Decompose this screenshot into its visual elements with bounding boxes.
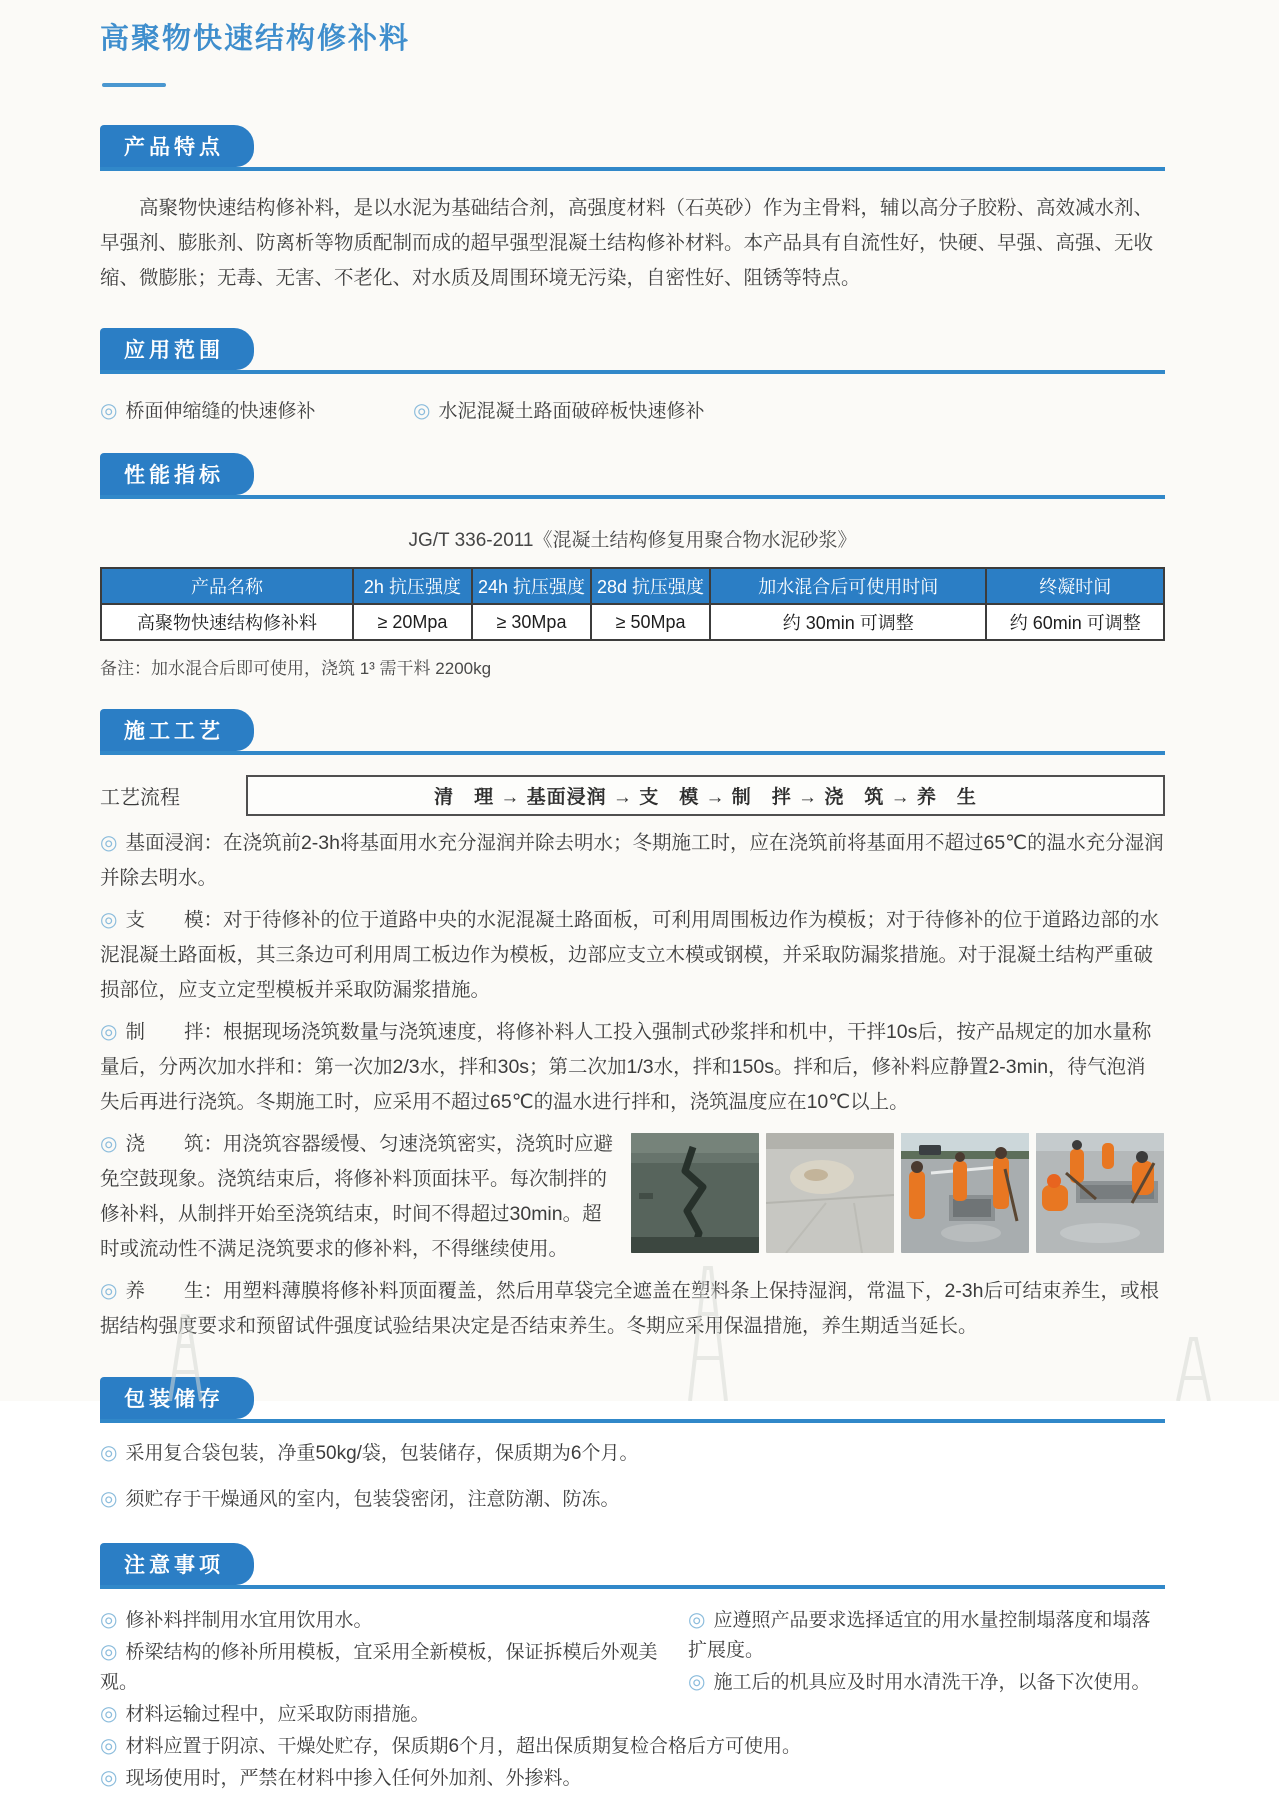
watermark-bridge-icon bbox=[1160, 1336, 1230, 1401]
page-title: 高聚物快速结构修补料 bbox=[100, 23, 411, 55]
note-text: 材料运输过程中，应采取防雨措施。 bbox=[125, 1704, 430, 1725]
column-header: 2h 抗压强度 bbox=[353, 568, 472, 604]
bullet-icon: ◎ bbox=[100, 1442, 118, 1464]
table-cell: 约 60min 可调整 bbox=[986, 604, 1164, 640]
section-tab-notes: 注意事项 bbox=[100, 1543, 254, 1585]
note-text: 桥梁结构的修补所用模板，宜采用全新模板，保证拆模后外观美观。 bbox=[100, 1642, 658, 1693]
title-accent-line bbox=[102, 83, 166, 87]
photo-workers-placing-repair-material bbox=[1036, 1133, 1164, 1253]
table-cell: ≥ 30Mpa bbox=[472, 604, 591, 640]
table-cell: ≥ 20Mpa bbox=[353, 604, 472, 640]
bullet-icon: ◎ bbox=[100, 909, 118, 931]
note-item bbox=[688, 1605, 1165, 1666]
bullet-icon: ◎ bbox=[100, 1641, 118, 1663]
note-item bbox=[100, 1637, 688, 1698]
column-header: 24h 抗压强度 bbox=[472, 568, 591, 604]
packaging-item-text: 采用复合袋包装，净重50kg/袋，包装储存，保质期为6个月。 bbox=[125, 1443, 639, 1464]
note-item bbox=[100, 1763, 1165, 1794]
photo-damaged-concrete-slab bbox=[766, 1133, 894, 1253]
section-header-construction bbox=[100, 709, 1165, 755]
process-flow-box: 清 理 → 基面浸润 → 支 模 → 制 拌 → 浇 筑 → 养 生 bbox=[246, 775, 1165, 816]
step-text: 浇 筑：用浇筑容器缓慢、匀速浇筑密实，浇筑时应避免空鼓现象。浇筑结束后，将修补料顶面抹平。每次制拌的修补料，从制拌开始至浇筑结束，时间不得超过30min。超时或流动性不满足浇筑要求的修补料，不得继续使用。 bbox=[100, 1133, 613, 1260]
bullet-icon: ◎ bbox=[100, 832, 118, 854]
bullet-icon: ◎ bbox=[100, 1609, 118, 1631]
column-header: 28d 抗压强度 bbox=[591, 568, 710, 604]
section-tab-packaging: 包装储存 bbox=[100, 1377, 254, 1419]
bullet-icon: ◎ bbox=[100, 1703, 118, 1725]
section-tab-performance: 性能指标 bbox=[100, 453, 254, 495]
table-cell: 约 30min 可调整 bbox=[710, 604, 986, 640]
table-cell: ≥ 50Mpa bbox=[591, 604, 710, 640]
step-text: 基面浸润：在浇筑前2-3h将基面用水充分湿润并除去明水；冬期施工时，应在浇筑前将基面用不超过65℃的温水充分湿润并除去明水。 bbox=[100, 832, 1164, 889]
process-flow-label: 工艺流程 bbox=[100, 787, 180, 809]
application-item-label: 水泥混凝土路面破碎板快速修补 bbox=[438, 401, 705, 422]
note-item bbox=[100, 1699, 688, 1730]
bullet-icon: ◎ bbox=[688, 1671, 706, 1693]
section-header-notes bbox=[100, 1543, 1165, 1589]
column-header: 产品名称 bbox=[101, 568, 353, 604]
packaging-item bbox=[100, 1438, 1165, 1469]
bullet-icon: ◎ bbox=[413, 400, 431, 422]
application-item-label: 桥面伸缩缝的快速修补 bbox=[125, 401, 316, 422]
notes-two-column bbox=[100, 1605, 1165, 1731]
construction-step bbox=[100, 1015, 1165, 1120]
application-item bbox=[413, 396, 704, 423]
table-header-row bbox=[101, 568, 1164, 604]
section-tab-applications: 应用范围 bbox=[100, 328, 254, 370]
section-header-packaging bbox=[100, 1377, 1165, 1423]
table-note: 备注：加水混合后即可使用，浇筑 1³ 需干料 2200kg bbox=[100, 659, 492, 678]
construction-steps bbox=[100, 826, 1165, 1351]
section-tab-features: 产品特点 bbox=[100, 125, 254, 167]
process-flow-row bbox=[100, 775, 1165, 816]
photo-cracked-pavement bbox=[631, 1133, 759, 1253]
construction-step bbox=[100, 903, 1165, 1008]
step-text: 养 生：用塑料薄膜将修补料顶面覆盖，然后用草袋完全遮盖在塑料条上保持湿润，常温下，2-3h后可结束养生，或根据结构强度要求和预留试件强度试验结果决定是否结束养生。冬期应采用保温措施，养生期适当延长。 bbox=[100, 1280, 1159, 1337]
note-text: 应遵照产品要求选择适宜的用水量控制塌落度和塌落扩展度。 bbox=[688, 1610, 1151, 1661]
section-tab-construction: 施工工艺 bbox=[100, 709, 254, 751]
column-header: 终凝时间 bbox=[986, 568, 1164, 604]
section-header-features bbox=[100, 125, 1165, 171]
bullet-icon: ◎ bbox=[100, 400, 118, 422]
construction-step bbox=[100, 1274, 1165, 1344]
bullet-icon: ◎ bbox=[100, 1280, 118, 1302]
bullet-icon: ◎ bbox=[100, 1488, 118, 1510]
note-item bbox=[100, 1731, 1165, 1762]
bullet-icon: ◎ bbox=[100, 1767, 118, 1789]
applications-list bbox=[100, 396, 1165, 423]
note-text: 材料应置于阴凉、干燥处贮存，保质期6个月，超出保质期复检合格后方可使用。 bbox=[125, 1736, 802, 1757]
note-text: 施工后的机具应及时用水清洗干净，以备下次使用。 bbox=[713, 1672, 1151, 1693]
section-header-performance bbox=[100, 453, 1165, 499]
column-header: 加水混合后可使用时间 bbox=[710, 568, 986, 604]
construction-photo-strip bbox=[631, 1133, 1165, 1253]
note-text: 现场使用时，严禁在材料中掺入任何外加剂、外掺料。 bbox=[125, 1768, 582, 1789]
section-header-applications bbox=[100, 328, 1165, 374]
construction-step bbox=[100, 826, 1165, 896]
note-item bbox=[688, 1667, 1165, 1698]
step-text: 支 模：对于待修补的位于道路中央的水泥混凝土路面板，可利用周围板边作为模板；对于待修补的位于道路边部的水泥混凝土路面板，其三条边可利用周工板边作为模板，边部应支立木模或钢模，并采取防漏浆措施。对于混凝土结构严重破损部位，应支立定型模板并采取防漏浆措施。 bbox=[100, 909, 1159, 1001]
packaging-item bbox=[100, 1484, 1165, 1515]
note-item bbox=[100, 1605, 688, 1636]
standard-reference: JG/T 336-2011《混凝土结构修复用聚合物水泥砂浆》 bbox=[408, 530, 857, 551]
performance-table bbox=[100, 567, 1165, 641]
step-text: 制 拌：根据现场浇筑数量与浇筑速度，将修补料人工投入强制式砂浆拌和机中，干拌10s后，按产品规定的加水量称量后，分两次加水拌和：第一次加2/3水，拌和30s；第二次加1/3水，拌和150s。拌和后，修补料应静置2-3min，待气泡消失后再进行浇筑。冬期施工时，应采用不超过65℃的温水进行拌和，浇筑温度应在10℃以上。 bbox=[100, 1021, 1152, 1113]
application-item bbox=[100, 396, 413, 423]
bullet-icon: ◎ bbox=[100, 1735, 118, 1757]
note-text: 修补料拌制用水宜用饮用水。 bbox=[125, 1610, 373, 1631]
bullet-icon: ◎ bbox=[100, 1133, 118, 1155]
bullet-icon: ◎ bbox=[100, 1021, 118, 1043]
notes-right-column bbox=[688, 1605, 1165, 1731]
table-cell: 高聚物快速结构修补料 bbox=[101, 604, 353, 640]
features-paragraph: 高聚物快速结构修补料，是以水泥为基础结合剂，高强度材料（石英砂）作为主骨料，辅以高分子胶粉、高效减水剂、早强剂、膨胀剂、防离析等物质配制而成的超早强型混凝土结构修补材料。本产品具有自流性好，快硬、早强、高强、无收缩、微膨胀；无毒、无害、不老化、对水质及周围环境无污染，自密性好、阻锈等特点。 bbox=[100, 197, 1154, 289]
packaging-item-text: 须贮存于干燥通风的室内，包装袋密闭，注意防潮、防冻。 bbox=[125, 1489, 620, 1510]
photo-workers-excavating-repair-area bbox=[901, 1133, 1029, 1253]
table-row bbox=[101, 604, 1164, 640]
notes-left-column bbox=[100, 1605, 688, 1731]
bullet-icon: ◎ bbox=[688, 1609, 706, 1631]
